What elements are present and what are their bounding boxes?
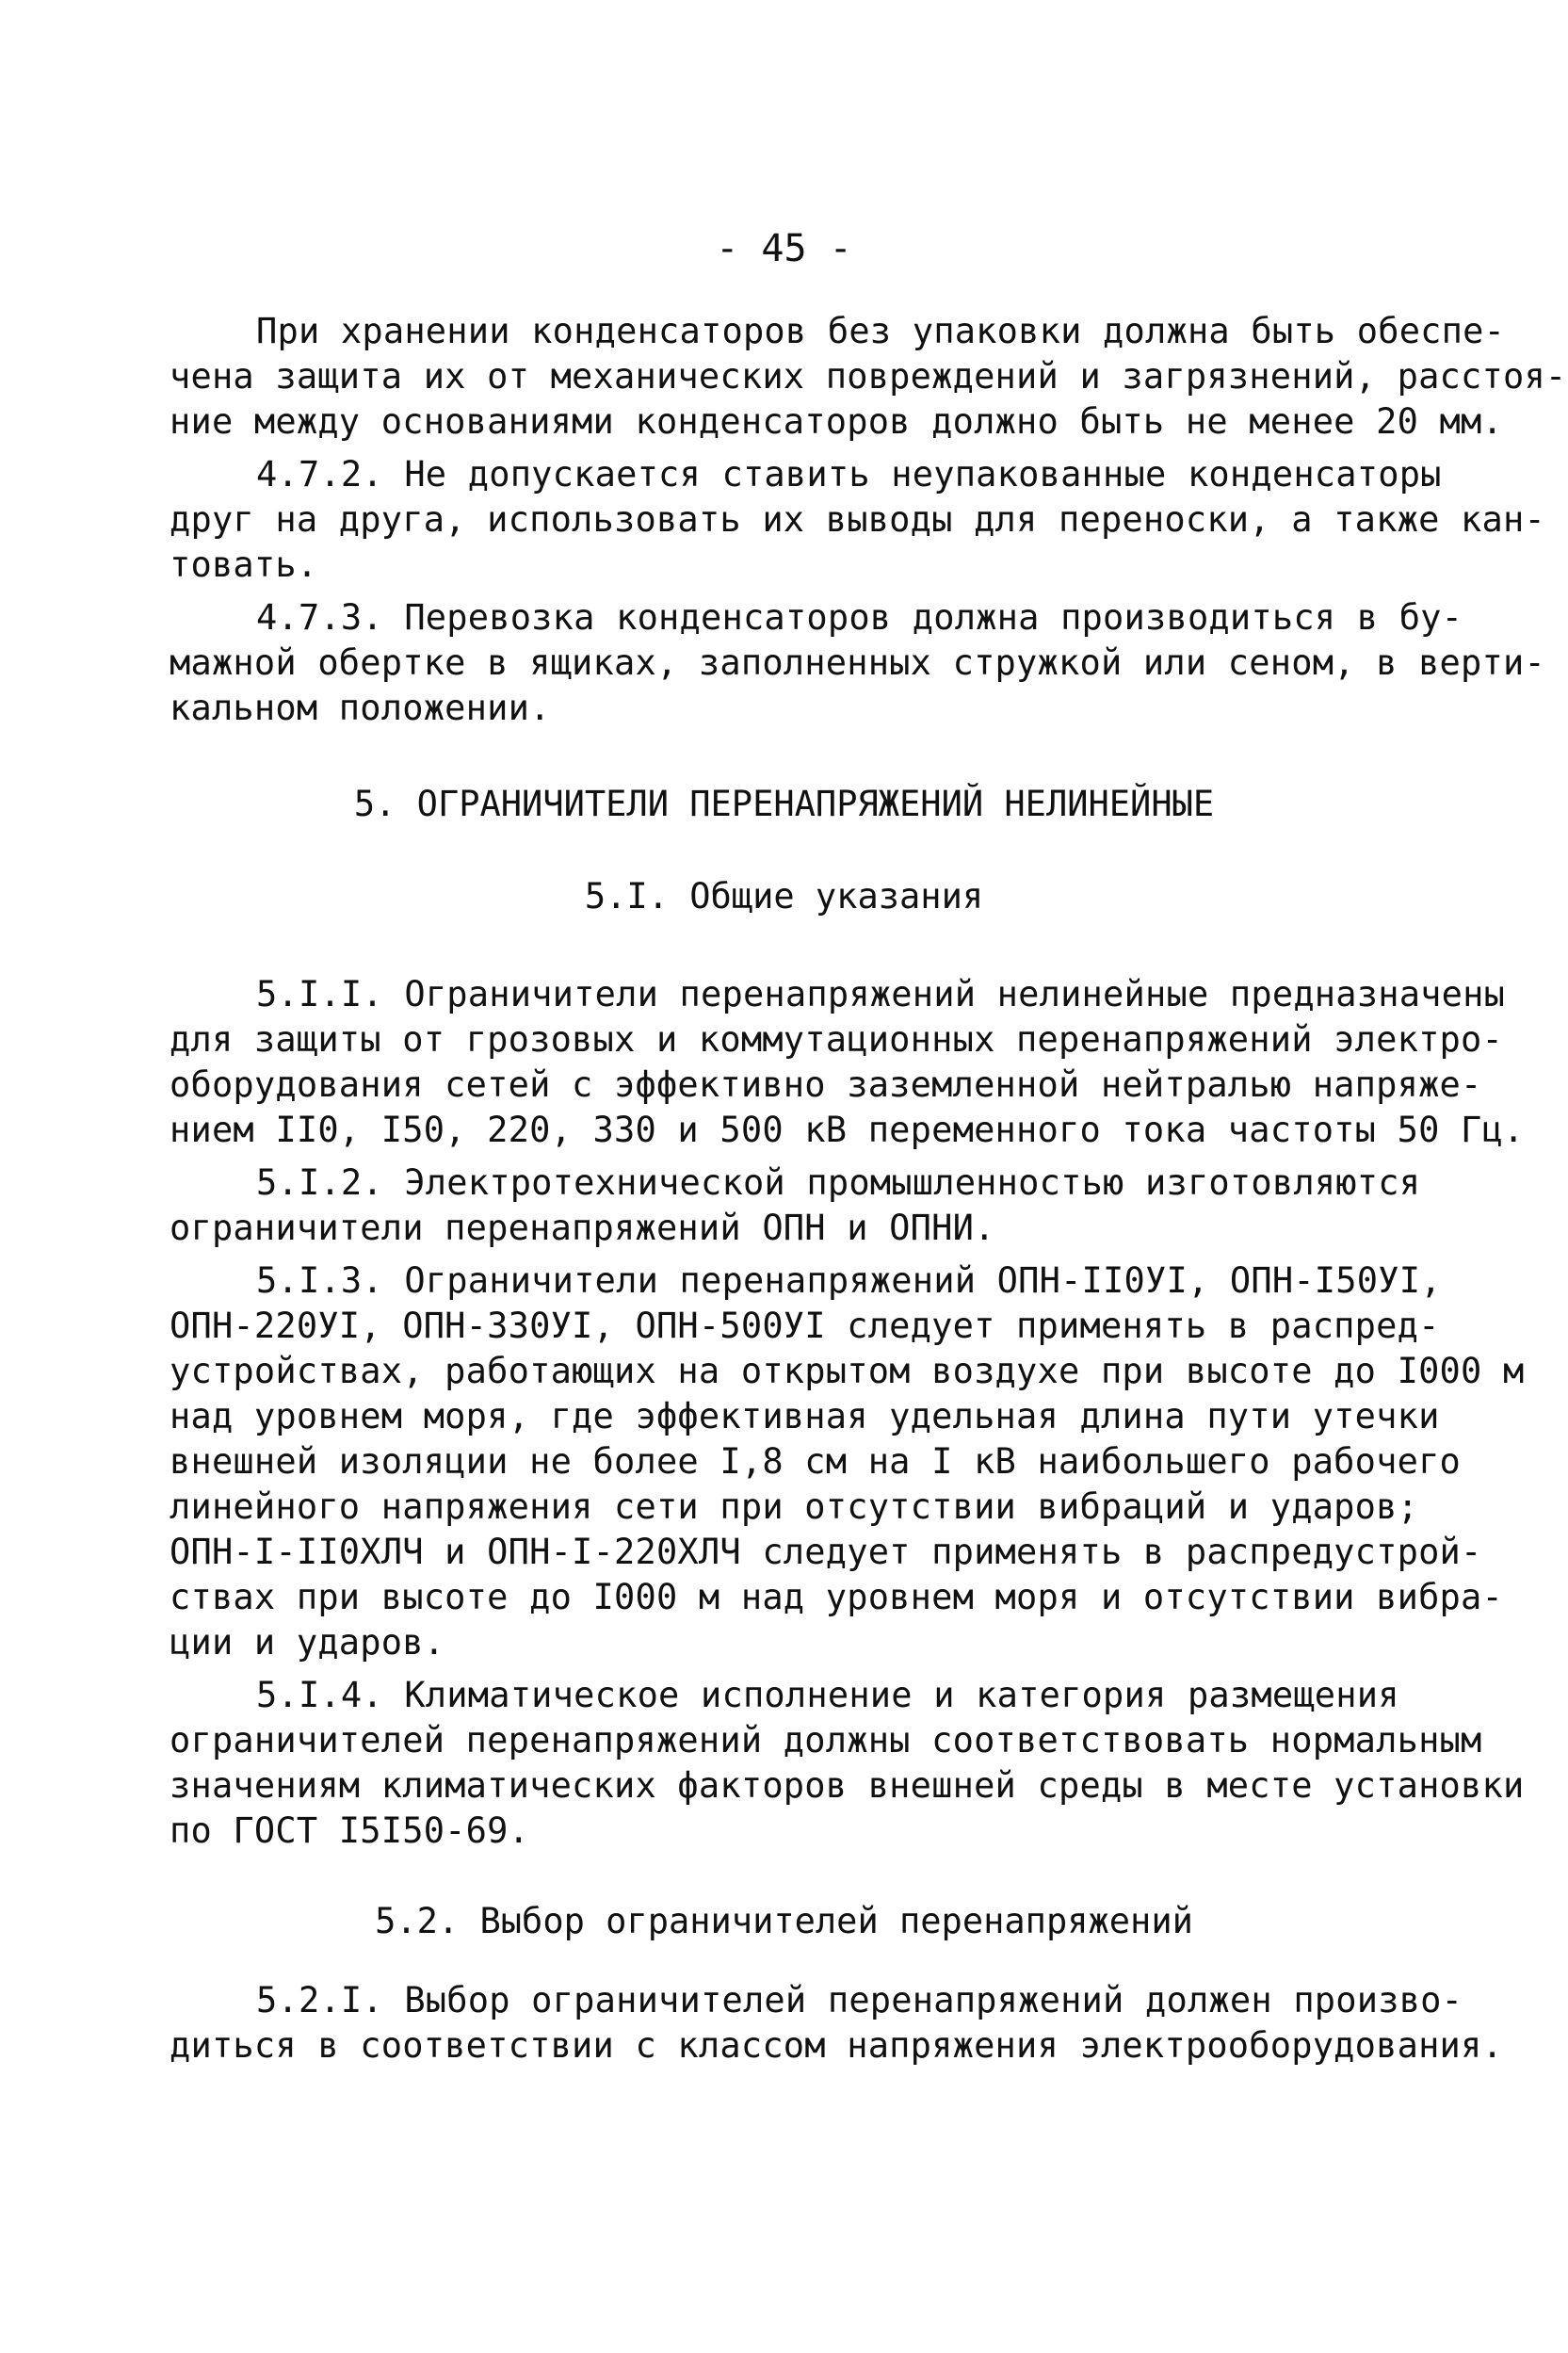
subsection-heading: 5.2. Выбор ограничителей перенапряжений [375,1901,1193,1941]
text-line: мажной обертке в ящиках, заполненных стружкой или сеном, в верти- [170,642,1545,683]
text-line: ние между основаниями конденсаторов должно быть не менее 20 мм. [170,401,1503,442]
text-line: над уровнем моря, где эффективная удельная длина пути утечки [170,1396,1440,1436]
text-line: для защиты от грозовых и коммутационных перенапряжений электро- [170,1019,1503,1060]
page-number: - 45 - [716,227,852,270]
text-line: кальном положении. [170,688,551,728]
text-line: 5.2.I. Выбор ограничителей перенапряжений должен произво- [256,1980,1463,2020]
text-line: 5.I.3. Ограничители перенапряжений ОПН-II0УI, ОПН-I50УI, [256,1260,1442,1301]
text-line: 5.I.I. Ограничители перенапряжений нелинейные предназначены [256,974,1506,1014]
text-line: 4.7.2. Не допускается ставить неупакованные конденсаторы [256,454,1442,495]
text-line: товать. [170,544,318,585]
text-line: ограничители перенапряжений ОПН и ОПНИ. [170,1208,995,1248]
text-line: 5.I.4. Климатическое исполнение и категория размещения [256,1675,1399,1715]
text-line: нием II0, I50, 220, 330 и 500 кВ переменного тока частоты 50 Гц. [170,1110,1525,1150]
text-line: диться в соответствии с классом напряжения электрооборудования. [170,2025,1503,2066]
text-line: по ГОСТ I5I50-69. [170,1810,530,1851]
text-line: оборудования сетей с эффективно заземленной нейтралью напряже- [170,1064,1482,1105]
text-line: 5.I.2. Электротехнической промышленностью изготовляются [256,1162,1421,1203]
text-line: ствах при высоте до I000 м над уровнем моря и отсутствии вибра- [170,1577,1503,1617]
text-line: внешней изоляции не более I,8 см на I кВ наибольшего рабочего [170,1441,1462,1482]
text-line: друг на друга, использовать их выводы для переноски, а также кан- [170,499,1545,540]
text-line: чена защита их от механических повреждений и загрязнений, расстоя- [170,356,1567,397]
text-line: 4.7.3. Перевозка конденсаторов должна производиться в бу- [256,597,1463,638]
text-line: ции и ударов. [170,1622,445,1663]
text-line: ограничителей перенапряжений должны соответствовать нормальным [170,1720,1482,1761]
text-line: При хранении конденсаторов без упаковки должна быть обеспе- [256,311,1506,351]
text-line: ОПН-I-II0ХЛЧ и ОПН-I-220ХЛЧ следует применять в распредустрой- [170,1532,1482,1572]
text-line: линейного напряжения сети при отсутствии вибраций и ударов; [170,1486,1419,1527]
section-heading: 5. ОГРАНИЧИТЕЛИ ПЕРЕНАПРЯЖЕНИЙ НЕЛИНЕЙНЫЕ [353,784,1215,824]
subsection-heading: 5.I. Общие указания [584,876,984,917]
text-line: устройствах, работающих на открытом воздухе при высоте до I000 м [170,1351,1525,1391]
text-line: значениям климатических факторов внешней среды в месте установки [170,1765,1525,1806]
text-line: ОПН-220УI, ОПН-330УI, ОПН-500УI следует применять в распред- [170,1306,1440,1346]
